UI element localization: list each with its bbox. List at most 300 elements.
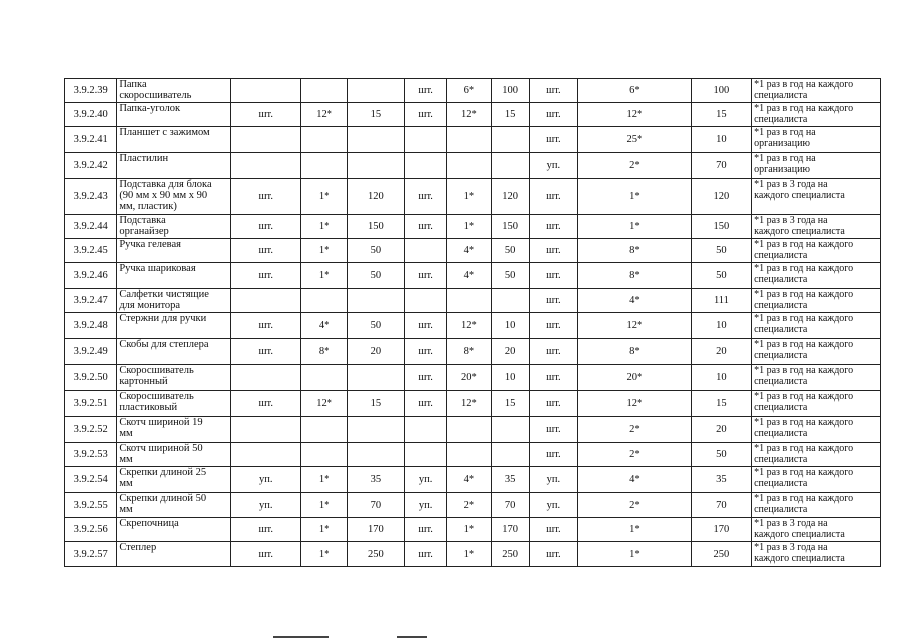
item-name-line: Ручка шариковая: [119, 263, 196, 274]
frequency-note-line: специалиста: [754, 504, 808, 515]
frequency-note-line: *1 раз в год на каждого: [754, 339, 854, 350]
quantity-2: 4*: [447, 239, 491, 263]
unit-2: шт.: [405, 391, 447, 417]
quantity-1: [301, 417, 347, 443]
item-number: 3.9.2.56: [65, 518, 117, 542]
price-2: [491, 443, 529, 467]
frequency-note-line: *1 раз в год на каждого: [754, 313, 854, 324]
item-name-line: Скоросшиватель: [119, 391, 194, 402]
item-number: 3.9.2.41: [65, 127, 117, 153]
quantity-3: 6*: [578, 79, 692, 103]
frequency-note-line: *1 раз в год на каждого: [754, 103, 854, 114]
quantity-1: 1*: [301, 179, 347, 215]
frequency-note: [752, 263, 881, 289]
table-row: [65, 443, 881, 467]
unit-2: шт.: [405, 518, 447, 542]
quantity-3: 8*: [578, 239, 692, 263]
frequency-note-line: *1 раз в год на каждого: [754, 79, 854, 90]
unit-1: шт.: [231, 542, 301, 567]
item-number: 3.9.2.48: [65, 313, 117, 339]
item-name-line: Скрепки длиной 50: [119, 493, 207, 504]
quantity-1: 12*: [301, 391, 347, 417]
frequency-note-line: *1 раз в год на каждого: [754, 417, 854, 428]
item-name: [117, 313, 231, 339]
quantity-3: 2*: [578, 153, 692, 179]
price-1: [347, 79, 404, 103]
quantity-2: [447, 443, 491, 467]
table-row: [65, 467, 881, 493]
item-name: [117, 127, 231, 153]
item-name-line: Скобы для степлера: [119, 339, 209, 350]
frequency-note-line: *1 раз в год на каждого: [754, 391, 854, 402]
unit-1: шт.: [231, 239, 301, 263]
item-name: [117, 239, 231, 263]
unit-2: [405, 417, 447, 443]
quantity-2: [447, 289, 491, 313]
price-3: 10: [691, 365, 751, 391]
unit-1: шт.: [231, 313, 301, 339]
price-2: 50: [491, 263, 529, 289]
unit-1: [231, 365, 301, 391]
frequency-note-line: *1 раз в год на каждого: [754, 263, 854, 274]
frequency-note: [752, 79, 881, 103]
quantity-2: 1*: [447, 542, 491, 567]
table-row: [65, 263, 881, 289]
unit-1: шт.: [231, 179, 301, 215]
unit-3: шт.: [529, 127, 577, 153]
price-2: [491, 417, 529, 443]
frequency-note: [752, 417, 881, 443]
quantity-1: [301, 443, 347, 467]
item-name-line: Папка: [119, 79, 147, 90]
price-2: 100: [491, 79, 529, 103]
quantity-1: [301, 153, 347, 179]
unit-2: уп.: [405, 493, 447, 518]
item-number: 3.9.2.57: [65, 542, 117, 567]
table-row: [65, 493, 881, 518]
price-3: 70: [691, 153, 751, 179]
price-3: 70: [691, 493, 751, 518]
price-3: 100: [691, 79, 751, 103]
frequency-note-line: *1 раз в 3 года на: [754, 542, 828, 553]
unit-3: шт.: [529, 79, 577, 103]
price-1: 35: [347, 467, 404, 493]
quantity-3: 1*: [578, 215, 692, 239]
item-name-line: мм: [119, 454, 133, 465]
table-row: [65, 127, 881, 153]
page-edge-mark: [273, 636, 329, 638]
quantity-1: 1*: [301, 542, 347, 567]
price-1: 120: [347, 179, 404, 215]
item-name: [117, 493, 231, 518]
quantity-3: 8*: [578, 339, 692, 365]
item-name: [117, 417, 231, 443]
frequency-note-line: специалиста: [754, 300, 808, 311]
item-name: [117, 518, 231, 542]
unit-2: шт.: [405, 339, 447, 365]
item-name-line: скоросшиватель: [119, 90, 192, 101]
quantity-2: 4*: [447, 263, 491, 289]
item-number: 3.9.2.55: [65, 493, 117, 518]
item-name: [117, 467, 231, 493]
frequency-note: [752, 103, 881, 127]
unit-3: шт.: [529, 263, 577, 289]
price-3: 170: [691, 518, 751, 542]
quantity-2: 6*: [447, 79, 491, 103]
unit-3: шт.: [529, 542, 577, 567]
frequency-note-line: организацию: [754, 164, 810, 175]
price-1: [347, 153, 404, 179]
item-name-line: Скоросшиватель: [119, 365, 194, 376]
unit-1: [231, 417, 301, 443]
unit-2: шт.: [405, 215, 447, 239]
frequency-note-line: специалиста: [754, 324, 808, 335]
price-1: 170: [347, 518, 404, 542]
quantity-3: 12*: [578, 313, 692, 339]
price-2: 15: [491, 103, 529, 127]
frequency-note: [752, 127, 881, 153]
item-name-line: Скотч шириной 50: [119, 443, 203, 454]
unit-3: шт.: [529, 391, 577, 417]
frequency-note: [752, 289, 881, 313]
unit-3: уп.: [529, 153, 577, 179]
item-name-line: Стержни для ручки: [119, 313, 207, 324]
quantity-2: 12*: [447, 103, 491, 127]
unit-2: шт.: [405, 313, 447, 339]
price-3: 35: [691, 467, 751, 493]
quantity-3: 25*: [578, 127, 692, 153]
item-name: [117, 263, 231, 289]
item-name: [117, 391, 231, 417]
table-row: [65, 79, 881, 103]
quantity-1: [301, 365, 347, 391]
frequency-note-line: каждого специалиста: [754, 553, 845, 564]
item-name-line: Скрепки длиной 25: [119, 467, 207, 478]
frequency-note-line: *1 раз в год на: [754, 153, 816, 164]
item-name-line: Подставка: [119, 215, 166, 226]
price-1: 15: [347, 103, 404, 127]
quantity-2: 8*: [447, 339, 491, 365]
frequency-note-line: *1 раз в год на каждого: [754, 365, 854, 376]
unit-3: шт.: [529, 417, 577, 443]
price-2: 10: [491, 313, 529, 339]
table-row: [65, 239, 881, 263]
frequency-note-line: *1 раз в год на каждого: [754, 493, 854, 504]
price-2: 15: [491, 391, 529, 417]
item-number: 3.9.2.50: [65, 365, 117, 391]
quantity-1: 8*: [301, 339, 347, 365]
unit-1: [231, 127, 301, 153]
price-1: [347, 365, 404, 391]
item-name: [117, 79, 231, 103]
unit-3: шт.: [529, 179, 577, 215]
item-name-line: (90 мм х 90 мм х 90: [119, 190, 208, 201]
item-name-line: Салфетки чистящие: [119, 289, 209, 300]
frequency-note-line: каждого специалиста: [754, 226, 845, 237]
price-1: 50: [347, 239, 404, 263]
item-name: [117, 153, 231, 179]
item-name: [117, 289, 231, 313]
price-3: 120: [691, 179, 751, 215]
quantity-1: 1*: [301, 493, 347, 518]
price-2: 35: [491, 467, 529, 493]
price-2: 120: [491, 179, 529, 215]
price-1: [347, 127, 404, 153]
item-name-line: пластиковый: [119, 402, 178, 413]
unit-1: уп.: [231, 493, 301, 518]
unit-3: шт.: [529, 289, 577, 313]
frequency-note: [752, 339, 881, 365]
frequency-note: [752, 443, 881, 467]
unit-2: шт.: [405, 365, 447, 391]
frequency-note-line: специалиста: [754, 350, 808, 361]
item-name-line: Ручка гелевая: [119, 239, 181, 250]
price-1: 20: [347, 339, 404, 365]
quantity-3: 2*: [578, 417, 692, 443]
unit-2: [405, 443, 447, 467]
quantity-3: 4*: [578, 467, 692, 493]
frequency-note-line: специалиста: [754, 376, 808, 387]
table-body: [65, 79, 881, 567]
unit-2: [405, 289, 447, 313]
price-3: 15: [691, 391, 751, 417]
item-number: 3.9.2.46: [65, 263, 117, 289]
quantity-3: 12*: [578, 391, 692, 417]
price-1: 150: [347, 215, 404, 239]
quantity-2: 20*: [447, 365, 491, 391]
frequency-note: [752, 493, 881, 518]
price-2: 170: [491, 518, 529, 542]
price-2: [491, 153, 529, 179]
item-number: 3.9.2.45: [65, 239, 117, 263]
table-row: [65, 391, 881, 417]
item-name-line: картонный: [119, 376, 168, 387]
unit-1: [231, 443, 301, 467]
frequency-note-line: *1 раз в год на: [754, 127, 816, 138]
price-2: 20: [491, 339, 529, 365]
item-name: [117, 215, 231, 239]
unit-3: шт.: [529, 313, 577, 339]
price-2: 50: [491, 239, 529, 263]
quantity-1: 4*: [301, 313, 347, 339]
item-name: [117, 103, 231, 127]
price-3: 20: [691, 417, 751, 443]
price-3: 20: [691, 339, 751, 365]
unit-1: шт.: [231, 339, 301, 365]
quantity-3: 1*: [578, 518, 692, 542]
unit-2: [405, 153, 447, 179]
frequency-note-line: специалиста: [754, 90, 808, 101]
item-name: [117, 542, 231, 567]
price-2: 150: [491, 215, 529, 239]
price-2: 250: [491, 542, 529, 567]
table-row: [65, 289, 881, 313]
item-name: [117, 339, 231, 365]
item-name-line: Степлер: [119, 542, 157, 553]
frequency-note-line: *1 раз в 3 года на: [754, 518, 828, 529]
unit-3: шт.: [529, 365, 577, 391]
quantity-1: 1*: [301, 239, 347, 263]
quantity-1: [301, 289, 347, 313]
frequency-note: [752, 179, 881, 215]
price-3: 15: [691, 103, 751, 127]
unit-3: шт.: [529, 215, 577, 239]
price-1: 250: [347, 542, 404, 567]
price-3: 250: [691, 542, 751, 567]
quantity-3: 12*: [578, 103, 692, 127]
price-3: 150: [691, 215, 751, 239]
unit-3: шт.: [529, 103, 577, 127]
frequency-note: [752, 153, 881, 179]
quantity-3: 8*: [578, 263, 692, 289]
quantity-1: 12*: [301, 103, 347, 127]
price-3: 50: [691, 443, 751, 467]
frequency-note: [752, 239, 881, 263]
item-name-line: Пластилин: [119, 153, 169, 164]
quantity-2: 1*: [447, 179, 491, 215]
item-name-line: мм: [119, 428, 133, 439]
quantity-2: 12*: [447, 391, 491, 417]
price-3: 10: [691, 313, 751, 339]
item-number: 3.9.2.44: [65, 215, 117, 239]
table-row: [65, 179, 881, 215]
quantity-1: 1*: [301, 263, 347, 289]
frequency-note: [752, 467, 881, 493]
item-name-line: мм: [119, 504, 133, 515]
item-number: 3.9.2.40: [65, 103, 117, 127]
frequency-note: [752, 365, 881, 391]
quantity-2: [447, 153, 491, 179]
quantity-2: 4*: [447, 467, 491, 493]
price-1: 50: [347, 313, 404, 339]
unit-1: шт.: [231, 215, 301, 239]
unit-3: шт.: [529, 339, 577, 365]
unit-2: уп.: [405, 467, 447, 493]
frequency-note-line: *1 раз в год на каждого: [754, 443, 854, 454]
frequency-note-line: специалиста: [754, 454, 808, 465]
quantity-2: 2*: [447, 493, 491, 518]
item-name: [117, 365, 231, 391]
item-name-line: мм, пластик): [119, 201, 177, 212]
quantity-1: 1*: [301, 518, 347, 542]
frequency-note-line: организацию: [754, 138, 810, 149]
unit-2: шт.: [405, 179, 447, 215]
quantity-1: [301, 127, 347, 153]
quantity-2: [447, 417, 491, 443]
item-number: 3.9.2.54: [65, 467, 117, 493]
unit-2: [405, 127, 447, 153]
frequency-note-line: специалиста: [754, 250, 808, 261]
table-row: [65, 417, 881, 443]
unit-2: шт.: [405, 263, 447, 289]
quantity-3: 2*: [578, 493, 692, 518]
item-number: 3.9.2.53: [65, 443, 117, 467]
frequency-note-line: специалиста: [754, 114, 808, 125]
frequency-note: [752, 518, 881, 542]
item-name-line: для монитора: [119, 300, 181, 311]
price-3: 10: [691, 127, 751, 153]
quantity-1: 1*: [301, 215, 347, 239]
item-name: [117, 179, 231, 215]
price-2: 70: [491, 493, 529, 518]
frequency-note-line: *1 раз в год на каждого: [754, 239, 854, 250]
price-1: 50: [347, 263, 404, 289]
item-number: 3.9.2.51: [65, 391, 117, 417]
unit-3: шт.: [529, 443, 577, 467]
price-3: 50: [691, 239, 751, 263]
unit-1: шт.: [231, 263, 301, 289]
item-name-line: Планшет с зажимом: [119, 127, 210, 138]
unit-1: [231, 79, 301, 103]
price-1: 15: [347, 391, 404, 417]
price-3: 50: [691, 263, 751, 289]
unit-3: уп.: [529, 493, 577, 518]
quantity-1: [301, 79, 347, 103]
unit-1: шт.: [231, 103, 301, 127]
price-1: [347, 417, 404, 443]
quantity-2: 1*: [447, 518, 491, 542]
price-2: [491, 289, 529, 313]
unit-1: [231, 153, 301, 179]
item-number: 3.9.2.42: [65, 153, 117, 179]
quantity-3: 20*: [578, 365, 692, 391]
price-2: 10: [491, 365, 529, 391]
table-row: [65, 103, 881, 127]
table-row: [65, 542, 881, 567]
frequency-note-line: специалиста: [754, 478, 808, 489]
frequency-note-line: *1 раз в год на каждого: [754, 289, 854, 300]
table-row: [65, 518, 881, 542]
table-row: [65, 339, 881, 365]
frequency-note-line: каждого специалиста: [754, 190, 845, 201]
table-row: [65, 215, 881, 239]
unit-2: шт.: [405, 103, 447, 127]
frequency-note-line: каждого специалиста: [754, 529, 845, 540]
price-1: 70: [347, 493, 404, 518]
quantity-3: 2*: [578, 443, 692, 467]
unit-2: [405, 239, 447, 263]
table-row: [65, 313, 881, 339]
item-number: 3.9.2.49: [65, 339, 117, 365]
frequency-note: [752, 542, 881, 567]
item-name-line: мм: [119, 478, 133, 489]
price-2: [491, 127, 529, 153]
item-number: 3.9.2.47: [65, 289, 117, 313]
page-edge-mark: [397, 636, 427, 638]
frequency-note: [752, 215, 881, 239]
unit-2: шт.: [405, 79, 447, 103]
frequency-note: [752, 313, 881, 339]
frequency-note: [752, 391, 881, 417]
unit-2: шт.: [405, 542, 447, 567]
frequency-note-line: специалиста: [754, 428, 808, 439]
item-name-line: органайзер: [119, 226, 169, 237]
table-row: [65, 153, 881, 179]
item-name: [117, 443, 231, 467]
unit-3: шт.: [529, 518, 577, 542]
item-name-line: Скрепочница: [119, 518, 179, 529]
quantity-2: 12*: [447, 313, 491, 339]
frequency-note-line: *1 раз в год на каждого: [754, 467, 854, 478]
table-row: [65, 365, 881, 391]
unit-1: уп.: [231, 467, 301, 493]
price-1: [347, 443, 404, 467]
quantity-2: [447, 127, 491, 153]
price-1: [347, 289, 404, 313]
frequency-note-line: специалиста: [754, 274, 808, 285]
quantity-3: 4*: [578, 289, 692, 313]
quantity-1: 1*: [301, 467, 347, 493]
